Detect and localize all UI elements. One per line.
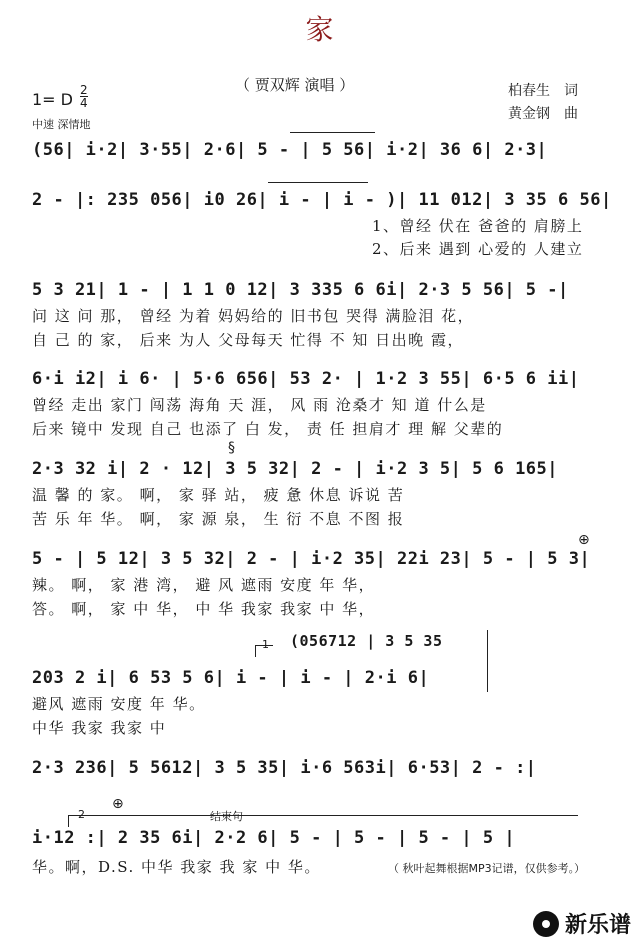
lyric-line-verse-2: 中华 我家 我家 中	[32, 719, 167, 737]
time-signature-bottom: 4	[80, 96, 88, 110]
singer-credit: （ 贾双辉 演唱 ）	[235, 76, 355, 94]
lyric-line-verse-2: 答。 啊， 家 中 华， 中 华 我家 我家 中 华，	[32, 600, 376, 618]
notation-row: 2·3 32 i| 2 · 12| 3 5 32| 2 - | i·2 3 5| 5 6 165|	[32, 459, 559, 479]
notation-row: 2·3 236| 5 5612| 3 5 35| i·6 563i| 6·53| 2 - :|	[32, 758, 537, 778]
key-signature: 1= D	[32, 90, 73, 109]
lyric-line-verse-2: 后来 镜中 发现 自己 也添了 白 发， 责 任 担肩才 理 解 父辈的	[32, 420, 504, 438]
lyric-line-verse-1: 华。啊，D.S. 中华 我家 我 家 中 华。	[32, 858, 321, 876]
notation-row: 5 3 21| 1 - | 1 1 0 12| 3 335 6 6i| 2·3 5 56| 5 -|	[32, 280, 569, 300]
notation-row: 5 - | 5 12| 3 5 32| 2 - | i·2 35| 22i 23| 5 - | 5 3|	[32, 549, 591, 569]
lyric-line-verse-1: 辣。 啊， 家 港 湾， 避 风 遮雨 安度 年 华，	[32, 576, 376, 594]
site-logo	[533, 908, 631, 939]
lyric-line-verse-1: 问 这 问 那， 曾经 为着 妈妈给的 旧书包 哭得 满脸泪 花，	[32, 307, 475, 325]
volta-bracket	[68, 815, 69, 827]
lyric-line-verse-1: 避风 遮雨 安度 年 华。	[32, 695, 206, 713]
record-disc-icon	[533, 911, 559, 937]
volta-bracket	[68, 815, 578, 816]
section-divider	[487, 630, 488, 692]
notation-row: 203 2 i| 6 53 5 6| i - | i - | 2·i 6|	[32, 668, 430, 688]
lyric-line-verse-2: 苦 乐 年 华。 啊， 家 源 泉， 生 衍 不息 不图 报	[32, 510, 405, 528]
lyricist-credit: 柏春生 词	[508, 83, 578, 99]
song-title: 家	[305, 13, 334, 46]
coda-icon: ⊕	[578, 532, 590, 548]
segno-icon: §	[228, 440, 235, 456]
notation-row: 2 - |: 235 056| i0 26| i - | i - )| 11 012| 3 35 6 56|	[32, 190, 612, 210]
composer-credit: 黄金钢 曲	[508, 106, 578, 122]
notation-row: (56| i·2| 3·55| 2·6| 5 - | 5 56| i·2| 36 6| 2·3|	[32, 140, 548, 160]
lyric-line-verse-1: 温 馨 的 家。 啊， 家 驿 站， 疲 惫 休息 诉说 苦	[32, 486, 405, 504]
coda-icon: ⊕	[112, 796, 124, 812]
slur	[290, 132, 375, 133]
intro-notation: (056712 | 3 5 35	[290, 632, 443, 650]
lyric-line-verse-2: 2、后来 遇到 心爱的 人建立	[372, 240, 584, 258]
tempo-marking: 中速 深情地	[32, 118, 91, 131]
logo-text: 新乐谱	[564, 913, 631, 938]
volta-label: 2	[78, 808, 85, 821]
ending-label: 结束句	[210, 810, 243, 823]
lyric-line-verse-1: 曾经 走出 家门 闯荡 海角 天 涯， 风 雨 沧桑才 知 道 什么是	[32, 396, 487, 414]
transcription-remark: （ 秋叶起舞根据MP3记谱，仅供参考。）	[388, 862, 586, 875]
volta-label: 1	[262, 638, 269, 651]
notation-row: i·12 :| 2 35 6i| 2·2 6| 5 - | 5 - | 5 - | 5 |	[32, 828, 516, 848]
slur	[268, 182, 368, 183]
volta-bracket	[255, 645, 256, 657]
time-signature-top: 2	[80, 83, 88, 97]
time-signature	[80, 84, 88, 109]
lyric-line-verse-2: 自 己 的 家， 后来 为人 父母每天 忙得 不 知 日出晚 霞，	[32, 331, 464, 349]
notation-row: 6·i i2| i 6· | 5·6 656| 53 2· | 1·2 3 55| 6·5 6 ii|	[32, 369, 580, 389]
lyric-line-verse-1: 1、曾经 伏在 爸爸的 肩膀上	[372, 217, 584, 235]
